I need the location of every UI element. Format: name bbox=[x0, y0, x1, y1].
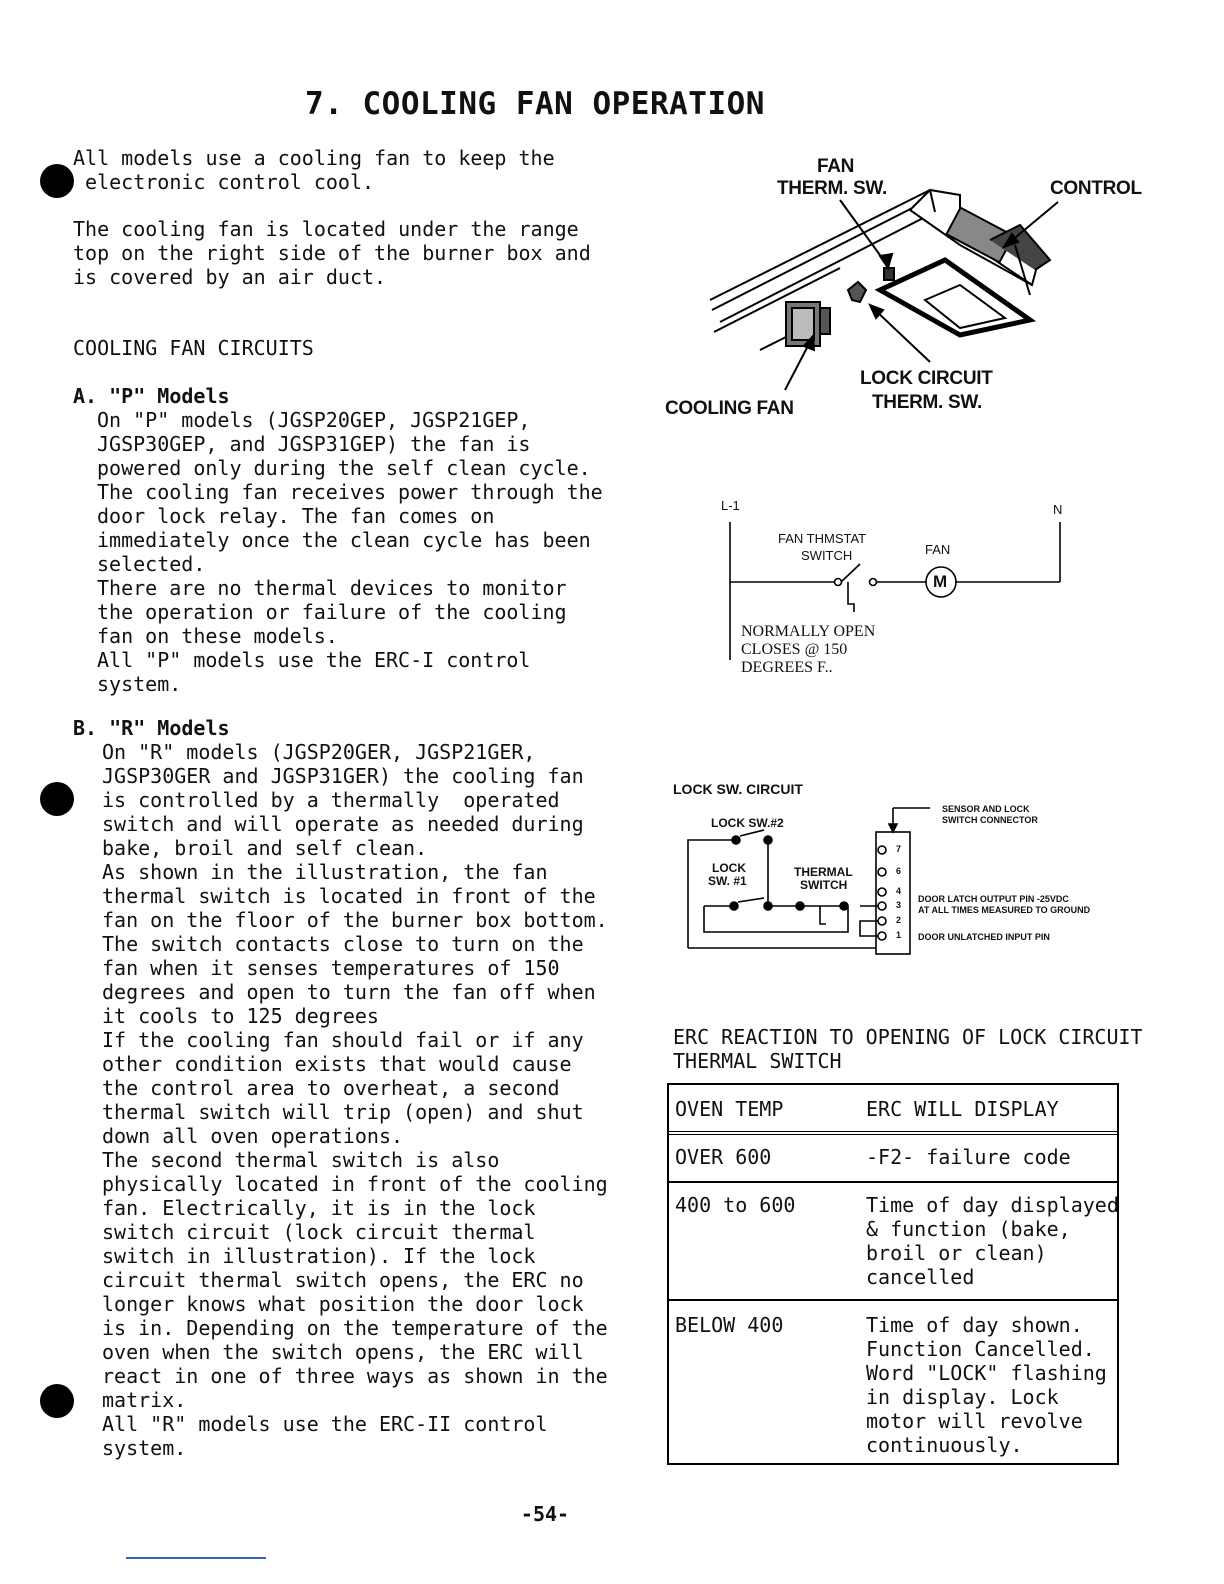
label-lock-sw2: LOCK SW.#2 bbox=[711, 816, 784, 830]
row-temp: 400 to 600 bbox=[675, 1193, 796, 1217]
hole-punch-middle bbox=[40, 782, 74, 816]
label-lock-circuit: LOCK CIRCUIT bbox=[860, 368, 993, 389]
circuits-heading: COOLING FAN CIRCUITS bbox=[73, 336, 314, 360]
row-display: Time of day shown. Function Cancelled. Word "LOCK" flashing in display. Lock motor will revolve continuously. bbox=[866, 1313, 1107, 1457]
bottom-rule bbox=[126, 1557, 266, 1559]
section-b-heading: B. "R" Models bbox=[73, 716, 230, 740]
label-fan: FAN bbox=[817, 156, 855, 177]
note-normally-open: NORMALLY OPEN bbox=[741, 623, 876, 640]
hole-punch-bottom bbox=[40, 1384, 74, 1418]
pin-6: 6 bbox=[896, 866, 902, 876]
intro-paragraph-2: The cooling fan is located under the range top on the right side of the burner box and is covered by an air duct. bbox=[73, 217, 591, 289]
header-erc-display: ERC WILL DISPLAY bbox=[866, 1097, 1059, 1121]
label-l1: L-1 bbox=[721, 498, 740, 513]
label-connector-1: SENSOR AND LOCK bbox=[942, 804, 1030, 814]
lock-circuit-title: LOCK SW. CIRCUIT bbox=[673, 781, 803, 797]
matrix-header-row bbox=[669, 1085, 1117, 1135]
label-thermal-switch: SWITCH bbox=[800, 878, 848, 892]
pin-7: 7 bbox=[896, 844, 902, 854]
label-switch: SWITCH bbox=[801, 548, 853, 563]
label-lock-circuit-therm-sw: THERM. SW. bbox=[872, 392, 982, 413]
header-oven-temp: OVEN TEMP bbox=[675, 1097, 784, 1121]
label-fan-motor: FAN bbox=[925, 542, 951, 557]
motor-symbol: M bbox=[933, 572, 948, 591]
erc-reaction-matrix bbox=[667, 1083, 1119, 1465]
pin-2: 2 bbox=[896, 915, 902, 925]
row-temp: OVER 600 bbox=[675, 1145, 772, 1169]
label-n: N bbox=[1053, 502, 1063, 517]
section-a-heading: A. "P" Models bbox=[73, 384, 230, 408]
page-title: 7. COOLING FAN OPERATION bbox=[305, 86, 765, 122]
label-lock-sw1-b: SW. #1 bbox=[708, 874, 747, 888]
hole-punch-top bbox=[40, 164, 74, 198]
pin3-note-2: AT ALL TIMES MEASURED TO GROUND bbox=[918, 905, 1091, 915]
table-row bbox=[669, 1301, 1117, 1463]
label-control: CONTROL bbox=[1050, 178, 1142, 199]
row-display: Time of day displayed & function (bake, broil or clean) cancelled bbox=[866, 1193, 1119, 1289]
section-b-body: On "R" models (JGSP20GER, JGSP21GER, JGSP30GER and JGSP31GER) the cooling fan is controlled by a thermally operated switch and will operate as needed during bake, broil and self clean. As shown in the illustration, the fan thermal switch is located in front of the fan on the floor of the burner box bottom. The switch contacts close to turn on the fan when it senses temperatures of 150 degrees and open to turn the fan off when it cools to 125 degrees If the cooling fan should fail or if any other condition exists that would cause the control area to overheat, a second thermal switch will trip (open) and shut down all oven operations. The second thermal switch is also physically located in front of the cooling fan. Electrically, it is in the lock switch circuit (lock circuit thermal switch in illustration). If the lock circuit thermal switch opens, the ERC no longer knows what position the door lock is in. Depending on the temperature of the oven when the switch opens, the ERC will react in one of three ways as shown in the matrix. All "R" models use the ERC-II control system. bbox=[102, 740, 608, 1460]
pin1-note: DOOR UNLATCHED INPUT PIN bbox=[918, 932, 1050, 942]
pin-4: 4 bbox=[896, 886, 902, 896]
note-closes: CLOSES @ 150 bbox=[741, 641, 848, 658]
label-fan-therm-sw: THERM. SW. bbox=[777, 178, 887, 199]
label-lock-sw1-a: LOCK bbox=[712, 861, 746, 875]
row-temp: BELOW 400 bbox=[675, 1313, 784, 1337]
table-row bbox=[669, 1183, 1117, 1301]
label-thermal: THERMAL bbox=[794, 865, 853, 879]
label-fan-thmstat: FAN THMSTAT bbox=[778, 531, 867, 546]
table-row bbox=[669, 1135, 1117, 1183]
row-display: -F2- failure code bbox=[866, 1145, 1071, 1169]
pin3-note-1: DOOR LATCH OUTPUT PIN -25VDC bbox=[918, 894, 1069, 904]
page-number: -54- bbox=[520, 1502, 570, 1526]
section-a-body: On "P" models (JGSP20GEP, JGSP21GEP, JGSP30GEP, and JGSP31GEP) the fan is powered only during the self clean cycle. The cooling fan receives power through the door lock relay. The fan comes on immediately once the clean cycle has been selected. There are no thermal devices to monitor the operation or failure of the cooling fan on these models. All "P" models use the ERC-I control system. bbox=[97, 408, 603, 696]
matrix-title: ERC REACTION TO OPENING OF LOCK CIRCUIT THERMAL SWITCH bbox=[673, 1025, 1143, 1073]
pin-1: 1 bbox=[896, 930, 902, 940]
note-degrees: DEGREES F.. bbox=[741, 659, 833, 676]
intro-paragraph-1: All models use a cooling fan to keep the electronic control cool. bbox=[73, 146, 555, 194]
label-connector-2: SWITCH CONNECTOR bbox=[942, 815, 1038, 825]
label-cooling-fan: COOLING FAN bbox=[665, 398, 794, 419]
pin-3: 3 bbox=[896, 900, 902, 910]
